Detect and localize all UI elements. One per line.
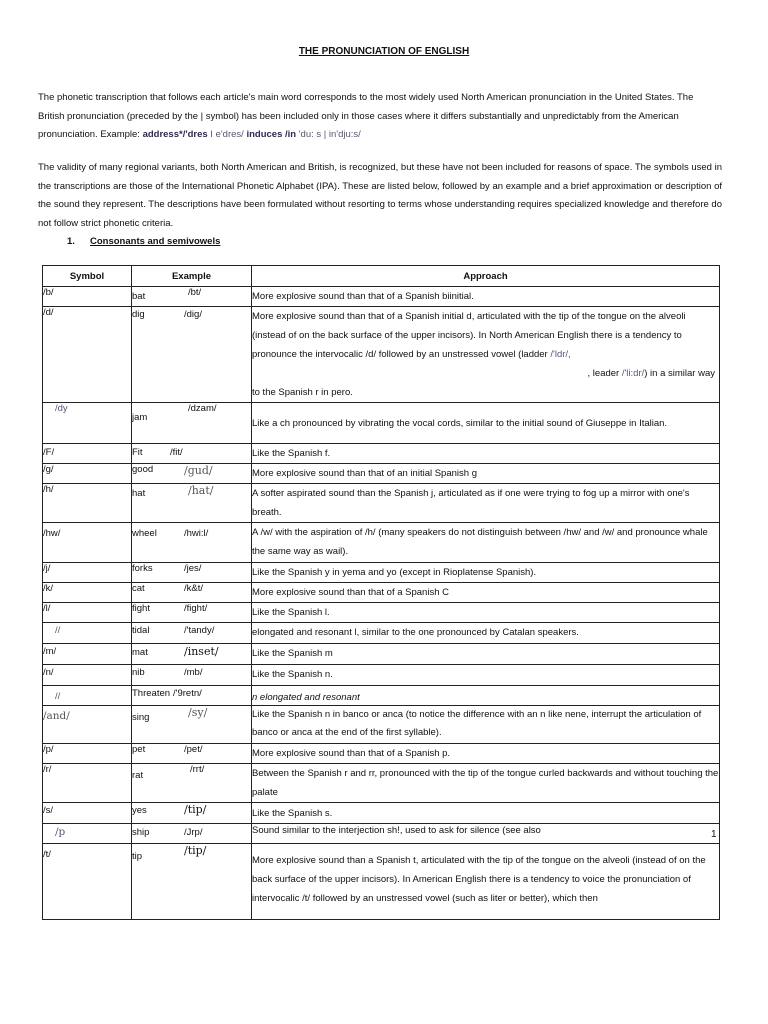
table-row [43, 464, 720, 484]
symbol-cell: /k/ [43, 583, 54, 594]
table-row [43, 686, 720, 706]
table-row [43, 583, 720, 603]
example-word: mat [132, 647, 148, 658]
example-ipa: /rrt/ [190, 764, 205, 775]
table-row [43, 744, 720, 764]
approach-text: More explosive sound than that of a Spanish initial d, articulated with the tip of the tongue on the alveoli (instead of on the back surface of the upper incisors). In North American English there is a tendency to pronounce the intervocalic /d/ followed by an unstressed vowel (ladder [252, 311, 686, 360]
example-ipa: /fight/ [184, 603, 208, 614]
example-2-word: induces /in [246, 129, 297, 140]
table-row [43, 824, 720, 844]
example-word: nib [132, 667, 145, 678]
symbol-cell: /F/ [43, 447, 55, 458]
example-ipa: /dzam/ [188, 403, 217, 414]
symbol-cell: /j/ [43, 563, 51, 574]
example-word: fight [132, 603, 150, 614]
approach-right-ipa: /'li:dr/ [621, 368, 645, 379]
example-word: tip [132, 851, 143, 862]
approach-cell: Like the Spanish n. [252, 665, 720, 686]
table-row [43, 803, 720, 824]
example-ipa: /pet/ [184, 744, 203, 755]
example-word: forks [132, 563, 153, 574]
approach-continuation [252, 364, 719, 383]
approach-cell: Like the Spanish s. [252, 803, 720, 824]
example-ipa: /'9retn/ [173, 688, 202, 699]
example-word: dig [132, 309, 145, 320]
table-header-row [43, 266, 720, 287]
section-heading [67, 236, 220, 247]
approach-cell: More explosive sound than that of a Spanish C [252, 583, 720, 603]
example-word: yes [132, 805, 147, 816]
header-symbol: Symbol [43, 266, 132, 287]
example-2-ipa: 'du: s | in'dju:s/ [296, 129, 361, 140]
approach-cell: Like the Spanish n in banco or anca (to notice the difference with an n like nene, interrupt the articulation of banco or anca at the end of the first syllable). [252, 706, 720, 744]
example-word: sing [132, 712, 150, 723]
example-ipa: /tip/ [184, 844, 207, 857]
example-ipa: /Jrp/ [184, 827, 203, 838]
table-row [43, 484, 720, 523]
approach-cell: Like the Spanish l. [252, 603, 720, 623]
example-word: Fit [132, 447, 143, 458]
example-word: cat [132, 583, 145, 594]
symbol-cell: /and/ [43, 710, 70, 722]
symbol-cell: /m/ [43, 646, 57, 657]
approach-cell [252, 686, 720, 706]
ipa-explanation-paragraph: The validity of many regional variants, both North American and British, is recognized, but these have not been included for reasons of space. The symbols used in the transcriptions are those of the International Phonetic Alphabet (IPA). These are listed below, followed by an example and a brief approximation or description of the sound they represent. The descriptions have been formulated without resorting to terms whose understanding requires specialized knowledge and therefore do not follow strict phonetic criteria. [38, 162, 722, 229]
approach-cell: Between the Spanish r and rr, pronounced with the tip of the tongue curled backwards and without touching the palate [252, 764, 720, 803]
example-ipa: /'tandy/ [184, 625, 215, 636]
example-word: wheel [132, 528, 157, 539]
approach-cell: More explosive sound than that of a Spanish p. [252, 744, 720, 764]
table-row [43, 603, 720, 623]
table-row [43, 623, 720, 644]
section-label: Consonants and semivowels [90, 236, 221, 247]
approach-end: to the Spanish r in pero. [252, 387, 353, 398]
example-ipa: /hwi:l/ [184, 528, 209, 539]
symbol-cell: /r/ [43, 764, 52, 775]
symbol-cell: /b/ [43, 287, 54, 298]
example-ipa: /tip/ [184, 803, 207, 816]
symbol-cell: /s/ [43, 805, 54, 816]
table-row [43, 287, 720, 307]
symbol-cell: /n/ [43, 667, 54, 678]
approach-right-end: ) in a similar way [644, 368, 715, 379]
table-row [43, 644, 720, 665]
symbol-cell: // [55, 625, 61, 636]
example-ipa: /fit/ [170, 447, 183, 458]
table-row [43, 844, 720, 920]
table-row [43, 523, 720, 563]
example-word: tidal [132, 625, 150, 636]
symbol-cell: /h/ [43, 484, 54, 495]
symbol-cell: /l/ [43, 603, 51, 614]
approach-cell: A /w/ with the aspiration of /h/ (many speakers do not distinguish between /hw/ and /w/ and pronounce whale the same way as wail). [252, 523, 720, 563]
table-row [43, 563, 720, 583]
example-ipa: /dig/ [184, 309, 202, 320]
symbol-cell: // [55, 691, 61, 702]
example-ipa: /sy/ [188, 706, 208, 719]
example-word: rat [132, 770, 144, 781]
approach-cell: A softer aspirated sound than the Spanish j, articulated as if one were trying to fog up a mirror with one's breath. [252, 484, 720, 523]
example-word: Threaten [132, 688, 171, 699]
symbol-cell: /hw/ [43, 528, 61, 539]
example-word: jam [132, 412, 148, 423]
table-row [43, 764, 720, 803]
page-number: 1 [711, 829, 717, 840]
table-row [43, 403, 720, 444]
symbol-cell: /p/ [43, 744, 54, 755]
phonetic-table [42, 265, 720, 920]
example-ipa: /gud/ [184, 464, 213, 477]
approach-cell: Like the Spanish y in yema and yo (except in Rioplatense Spanish). [252, 563, 720, 583]
approach-cell: elongated and resonant l, similar to the one pronounced by Catalan speakers. [252, 623, 720, 644]
example-ipa: /inset/ [184, 645, 219, 658]
intro-text: The phonetic transcription that follows each article's main word corresponds to the most widely used North American pronunciation in the United States. The British pronunciation (preceded by the | symbol) has been included only in those cases where it differs substantially and unpredictably from the American pronunciation. Example: [38, 92, 694, 140]
table-row [43, 706, 720, 744]
approach-text: n elongated and resonant [252, 692, 360, 703]
approach-cell: More explosive sound than that of a Spanish biinitial. [252, 287, 720, 307]
example-word: bat [132, 291, 146, 302]
approach-cell: Like a ch pronounced by vibrating the vocal cords, similar to the initial sound of Giuseppe in Italian. [252, 403, 720, 444]
approach-cell: Like the Spanish f. [252, 444, 720, 464]
approach-cell: More explosive sound than that of an initial Spanish g [252, 464, 720, 484]
example-ipa: /bt/ [188, 287, 202, 298]
example-ipa: /k&t/ [184, 583, 204, 594]
example-word: ship [132, 827, 150, 838]
approach-cell: Sound similar to the interjection sh!, used to ask for silence (see also [252, 824, 720, 844]
symbol-cell: /g/ [43, 464, 54, 475]
table-row [43, 444, 720, 464]
approach-ipa: /'ldr/, [547, 349, 571, 360]
approach-cell: Like the Spanish m [252, 644, 720, 665]
example-ipa: /hat/ [188, 484, 214, 497]
symbol-cell: /dy [55, 403, 68, 414]
example-word: pet [132, 744, 146, 755]
example-1-ipa: I e'dres/ [207, 129, 247, 140]
section-number: 1. [67, 236, 75, 247]
approach-cell: More explosive sound than a Spanish t, articulated with the tip of the tongue on the alveoli (instead of on the back surface of the upper incisors). In American English there is a tendency to voice the pronunciation of intervocalic /t/ followed by an unstressed vowel (such as liter or better), which then [252, 844, 720, 920]
approach-cell [252, 307, 720, 403]
example-1-word: address*/'dres [142, 129, 208, 140]
approach-right-text: , leader [587, 368, 622, 379]
intro-paragraph [38, 89, 722, 145]
header-example: Example [132, 266, 252, 287]
document-title: THE PRONUNCIATION OF ENGLISH [298, 46, 470, 57]
symbol-cell: /d/ [43, 307, 54, 318]
header-approach: Approach [252, 266, 720, 287]
table-row [43, 307, 720, 403]
table-row [43, 665, 720, 686]
example-ipa: /jes/ [184, 563, 202, 574]
example-word: hat [132, 488, 146, 499]
symbol-cell: /p [55, 826, 66, 838]
symbol-cell: /t/ [43, 849, 51, 860]
example-ipa: /mb/ [184, 667, 203, 678]
example-word: good [132, 464, 154, 475]
